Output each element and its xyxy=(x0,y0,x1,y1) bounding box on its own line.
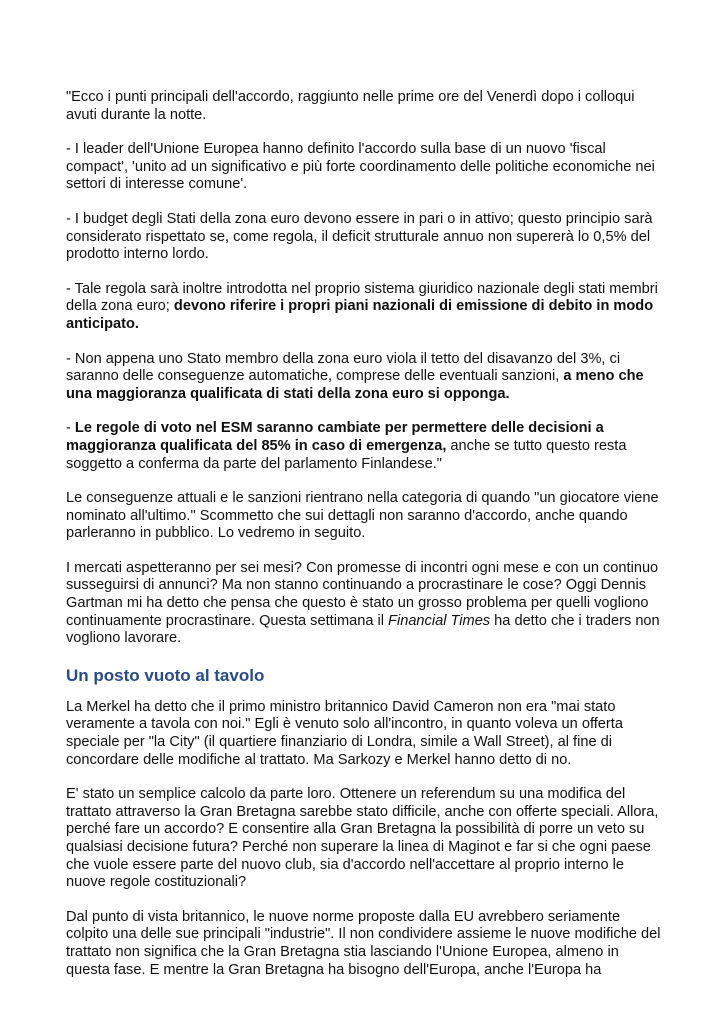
consequences-text: Le conseguenze attuali e le sanzioni rientrano nella categoria di quando "un giocatore viene nominato all'ultimo." Scommetto che sui dettagli non saranno d'accordo, anche quando parleranno in pubblico. Lo vedremo in seguito. xyxy=(66,490,659,542)
markets-text-after: ha detto che i traders non vogliono lavorare. xyxy=(66,612,660,647)
markets-text-before: I mercati aspetteranno per sei mesi? Con promesse di incontri ogni mese e con un continuo susseguirsi di annunci? Ma non stanno continuando a procrastinare le cose? Oggi Dennis Gartman mi ha detto che pensa che questo è stato un grosso problema per quelli vogliono continuamente procrastinare. Questa settimana il xyxy=(66,559,659,629)
point-fiscal-compact-text: - I leader dell'Unione Europea hanno definito l'accordo sulla base di un nuovo 'fiscal compact', 'unito ad un significativo e più forte coordinamento delle politiche economiche nei settori di interesse comune'. xyxy=(66,141,655,193)
document-page xyxy=(66,89,662,996)
point-deficit-sanctions xyxy=(66,351,662,404)
point-esm-voting-text: anche se tutto questo resta soggetto a conferma da parte del parlamento Finlandese." xyxy=(66,437,627,472)
point-legal-system-text: - Tale regola sarà inoltre introdotta nel proprio sistema giuridico nazionale degli stati membri della zona euro; xyxy=(66,280,658,315)
financial-times-italic: Financial Times xyxy=(388,612,491,629)
point-legal-system-bold: devono riferire i propri piani nazionali di emissione di debito in modo anticipato. xyxy=(66,298,654,332)
point-esm-voting-bold: Le regole di voto nel ESM saranno cambiate per permettere delle decisioni a maggioranza qualificata del 85% in caso di emergenza, xyxy=(66,420,604,454)
british-text: Dal punto di vista britannico, le nuove norme proposte dalla EU avrebbero seriamente colpito una delle sue principali "industrie". Il non condividere assieme le nuove modifiche del trattato non significa che la Gran Bretagna stia lasciando l'Unione Europea, almeno in questa fase. E mentre la Gran Bretagna ha bisogno dell'Europa, anche l'Europa ha xyxy=(66,908,661,978)
point-esm-dash: - xyxy=(66,420,75,437)
calculation-text: E' stato un semplice calcolo da parte loro. Ottenere un referendum su una modifica del trattato attraverso la Gran Bretagna sarebbe stato difficile, anche con offerte speciali. Allora, perché fare un accordo? E consentire alla Gran Bretagna la possibilità di porre un veto su qualsiasi decisione futura? Perché non superare la linea di Maginot e far si che ogni paese che vuole essere parte del nuovo club, sia d'accordo nell'accettare al proprio interno le nuove regole costituzionali? xyxy=(66,786,659,891)
intro-text: "Ecco i punti principali dell'accordo, raggiunto nelle prime ore del Venerdì dopo i colloqui avuti durante la notte. xyxy=(66,89,635,123)
point-deficit-sanctions-bold: a meno che una maggioranza qualificata di stati della zona euro si opponga. xyxy=(66,368,644,402)
british-paragraph xyxy=(66,909,662,979)
intro-paragraph xyxy=(66,89,662,124)
consequences-paragraph xyxy=(66,490,662,543)
point-budget-text: - I budget degli Stati della zona euro devono essere in pari o in attivo; questo principio sarà considerato rispettato se, come regola, il deficit strutturale annuo non supererà lo 0,5% del prodotto interno lordo. xyxy=(66,210,653,263)
point-deficit-sanctions-text: - Non appena uno Stato membro della zona euro viola il tetto del disavanzo del 3%, ci saranno delle conseguenze automatiche, comprese delle eventuali sanzioni, xyxy=(66,350,621,385)
point-budget xyxy=(66,211,662,264)
point-fiscal-compact xyxy=(66,141,662,194)
point-esm-voting xyxy=(66,420,662,473)
point-legal-system xyxy=(66,281,662,334)
merkel-text: La Merkel ha detto che il primo ministro britannico David Cameron non era "mai stato veramente a tavola con noi." Egli è venuto solo all'incontro, in quanto voleva un offerta speciale per "la City" (il quartiere finanziario di Londra, simile a Wall Street), al fine di concordare delle modifiche al trattato. Ma Sarkozy e Merkel hanno detto di no. xyxy=(66,698,623,768)
section-heading: Un posto vuoto al tavolo xyxy=(66,665,265,685)
markets-paragraph xyxy=(66,560,662,648)
merkel-paragraph xyxy=(66,699,662,769)
calculation-paragraph xyxy=(66,786,662,892)
